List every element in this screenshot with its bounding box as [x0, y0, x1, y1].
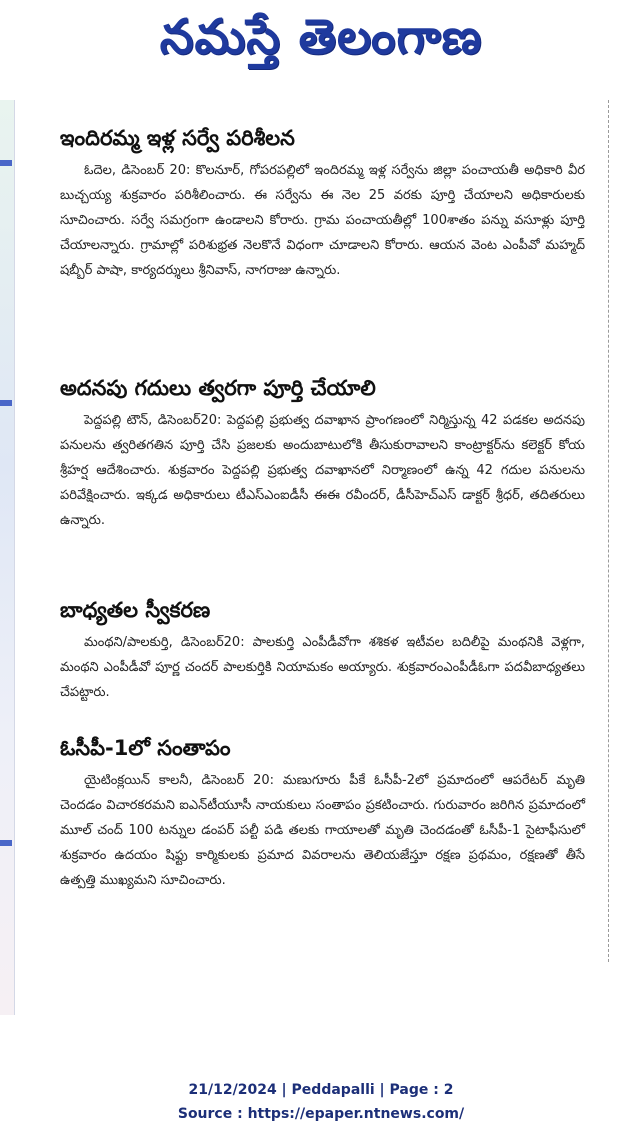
strip-mark [0, 160, 12, 166]
article-body: యైటింక్లయిన్ కాలనీ, డిసెంబర్ 20: మణుగూరు పీకే ఓసీపీ-2లో ప్రమాదంలో ఆపరేటర్ మృతి చెందడం విచారకరమని ఐఎన్‌టీయూసీ నాయకులు సంతాపం ప్రకటించారు. గురువారం జరిగిన ప్రమాదంలో మూల్ చంద్ 100 టన్నుల డంపర్ పల్టీ పడి తలకు గాయాలతో మృతి చెందడంతో ఓసీపీ-1 సైటాఫీసులో శుక్రవారం ఉదయం షిఫ్టు కార్మికులకు ప్రమాద వివరాలను తెలియజేస్తూ రక్షణ ప్రథమం, రక్షణతో తీసే ఉత్పత్తి ముఖ్యమని సూచించారు. [60, 773, 585, 888]
article-3 [60, 596, 585, 705]
page-footer [0, 1078, 642, 1126]
adjacent-column-strip [0, 100, 15, 1015]
article-body: పెద్దపల్లి టౌన్, డిసెంబర్20: పెద్దపల్లి ప్రభుత్వ దవాఖాన ప్రాంగణంలో నిర్మిస్తున్న 42 పడకల అదనపు పనులను త్వరితగతిన పూర్తి చేసి ప్రజలకు అందుబాటులోకి తీసుకురావాలని కాంట్రాక్టర్‌ను కలెక్టర్ కోయ శ్రీహర్ష ఆదేశించారు. శుక్రవారం పెద్దపల్లి ప్రభుత్వ దవాఖానలో నిర్మాణంలో ఉన్న 42 గదుల పనులను పరివేక్షించారు. ఇక్కడ అధికారులు టీఎస్ఎంఐడీసీ ఈఈ రవీందర్, డీసీహెచ్ఎస్ డాక్టర్ శ్రీధర్, తదితరులు ఉన్నారు. [60, 413, 585, 528]
article-body: ఓదెల, డిసెంబర్ 20: కొలనూర్, గోపరపల్లిలో ఇందిరమ్మ ఇళ్ల సర్వేను జిల్లా పంచాయతీ అధికారి వీర బుచ్చయ్య శుక్రవారం పరిశీలించారు. ఈ సర్వేను ఈ నెల 25 వరకు పూర్తి చేయాలని అధికారులకు సూచించారు. సర్వే సమగ్రంగా ఉండాలని కోరారు. గ్రామ పంచాయతీల్లో 100శాతం పన్ను వసూళ్లు పూర్తి చేయాలన్నారు. గ్రామాల్లో పరిశుభ్రత నెలకొనే విధంగా చూడాలని కోరారు. ఆయన వెంట ఎంపీవో మహ్మద్ షబ్బీర్ పాషా, కార్యదర్శులు శ్రీనివాస్, నాగరాజు ఉన్నారు. [60, 163, 585, 278]
newspaper-logo: నమస్తే తెలంగాణ [159, 9, 483, 65]
source-link[interactable]: Source : https://epaper.ntnews.com/ [177, 1106, 465, 1122]
masthead [0, 0, 642, 86]
article-headline: ఇందిరమ్మ ఇళ్ల సర్వే పరిశీలన [60, 126, 295, 150]
article-4 [60, 734, 585, 893]
article-headline: ఓసీపీ-1లో సంతాపం [60, 736, 231, 760]
article-body: మంథని/పాలకుర్తి, డిసెంబర్20: పాలకుర్తి ఎంపీడీవోగా శశికళ ఇటీవల బదిలీపై మంథనికి వెళ్లగా, మంథని ఎంపీడీవో పూర్ణ చందర్ పాలకుర్తికి నియామకం అయ్యారు. శుక్రవారంఎంపీడీఓగా పదవీబాధ్యతలు చేపట్టారు. [60, 635, 585, 700]
article-2 [60, 374, 585, 533]
strip-mark [0, 840, 12, 846]
article-headline: బాధ్యతల స్వీకరణ [60, 598, 211, 622]
article-headline: అదనపు గదులు త్వరగా పూర్తి చేయాలి [60, 376, 376, 400]
strip-mark [0, 400, 12, 406]
article-1 [60, 124, 585, 283]
edition-info: 21/12/2024 | Peddapalli | Page : 2 [188, 1082, 454, 1098]
